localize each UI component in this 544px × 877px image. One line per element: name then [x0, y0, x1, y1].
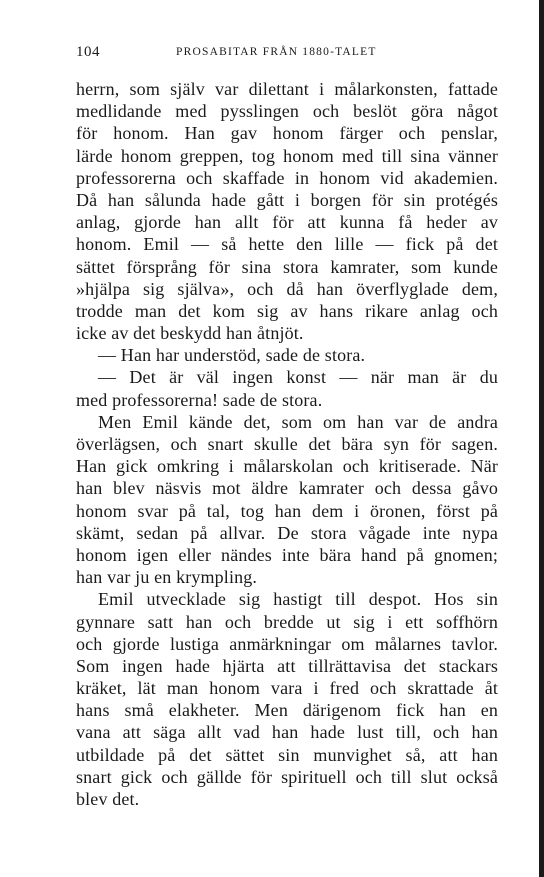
text-line: Som ingen hade hjärta att tillrättavisa det stackars [76, 655, 498, 676]
text-line: överlägsen, och snart skulle det bära syn för sagen. [76, 434, 498, 454]
text-line: snart gick och gällde för spirituell och till slut också [76, 766, 498, 787]
page-header [76, 44, 496, 64]
text-line: utbildade på det sättet sin munvighet så, att han [76, 744, 498, 765]
text-line: skämt, sedan på allvar. De stora vågade inte nypa [76, 522, 498, 543]
text-line: Då han sålunda hade gått i borgen för sin protégés [76, 189, 498, 210]
text-line: hans små elakheter. Men därigenom fick han en [76, 700, 498, 721]
text-line: professorerna och skaffade in honom vid akademien. [76, 167, 498, 188]
page-edge-shadow [539, 0, 544, 877]
text-line: blev det. [76, 789, 140, 809]
text-line: lärde honom greppen, tog honom med till sina vänner [76, 145, 498, 166]
text-line: gynnare satt han och bredde ut sig i ett soffhörn [76, 611, 498, 632]
text-line: trodde man det kom sig av hans rikare anlag och [76, 300, 498, 321]
text-line: icke av det beskydd han åtnjöt. [76, 323, 304, 344]
text-line: honom svar på tal, tog han dem i öronen, först på [76, 500, 498, 521]
text-line: — Han har understöd, sade de stora. [98, 345, 366, 366]
text-line: sättet försprång för sina stora kamrater, som kunde [76, 256, 498, 277]
text-line: honom. Emil — så hette den lille — fick på det [76, 234, 498, 255]
text-line: han var ju en krympling. [76, 567, 258, 588]
text-line: Emil utvecklade sig hastigt till despot. Hos sin [98, 589, 498, 610]
text-line: »hjälpa sig själva», och då han överflyglade dem, [76, 278, 498, 299]
text-line: och gjorde lustiga anmärkningar om målarnes tavlor. [76, 633, 498, 654]
body-text [76, 78, 498, 810]
text-line: han blev näsvis mot äldre kamrater och dessa gåvo [76, 478, 498, 499]
running-title: PROSABITAR FRÅN 1880-TALET [176, 46, 377, 58]
text-line: Men Emil kände det, som om han var de andra [98, 411, 498, 432]
text-line: herrn, som själv var dilettant i målarkonsten, fattade [76, 79, 498, 99]
text-line: medlidande med pysslingen och beslöt göra något [76, 101, 498, 122]
text-line: honom igen eller nändes inte bära hand på gnomen; [76, 544, 498, 565]
text-line: Han gick omkring i målarskolan och kritiserade. När [76, 456, 498, 477]
text-line: vana att säga allt vad han hade lust till, och han [76, 722, 498, 743]
text-line: anlag, gjorde han allt för att kunna få heder av [76, 212, 498, 233]
text-line: — Det är väl ingen konst — när man är du [98, 367, 498, 388]
text-line: med professorerna! sade de stora. [76, 389, 323, 410]
text-line: kräket, lät man honom vara i fred och skrattade åt [76, 678, 498, 699]
text-line: för honom. Han gav honom färger och penslar, [76, 123, 498, 144]
page-number: 104 [76, 44, 100, 60]
